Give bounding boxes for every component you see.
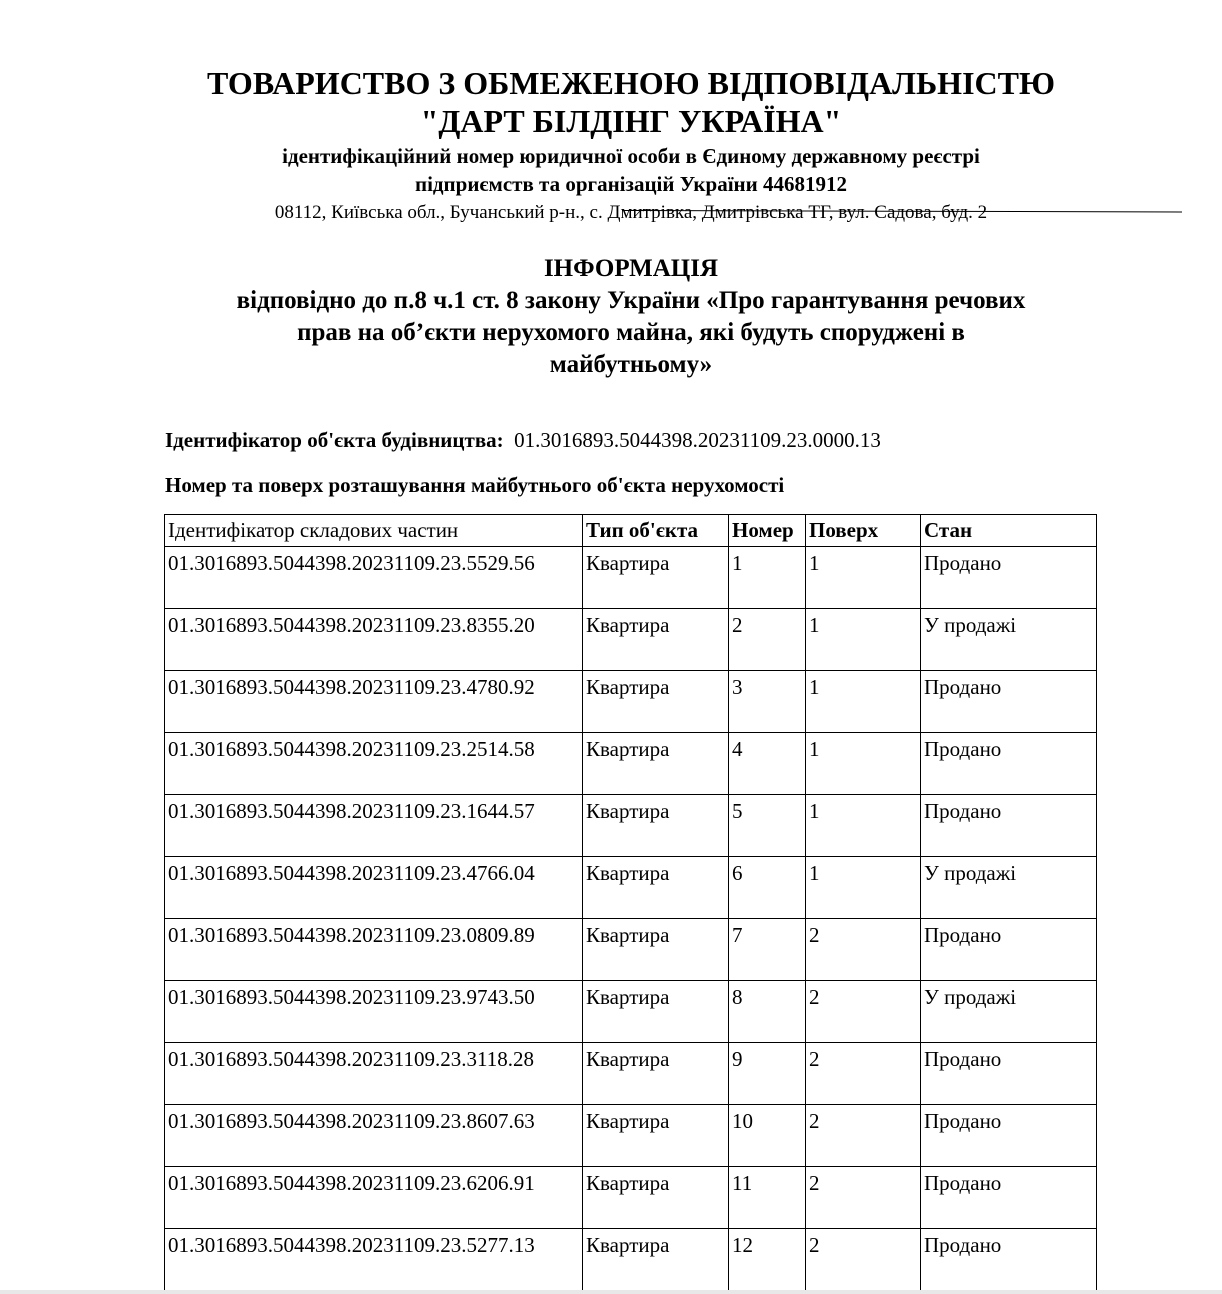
info-subtitle xyxy=(0,285,1222,381)
cell-id: 01.3016893.5044398.20231109.23.3118.28 xyxy=(165,1043,583,1105)
table-row xyxy=(165,919,1097,981)
cell-floor: 2 xyxy=(806,1105,921,1167)
cell-state: Продано xyxy=(921,1167,1097,1229)
cell-id: 01.3016893.5044398.20231109.23.1644.57 xyxy=(165,795,583,857)
registry-line-2: підприємств та організацій України 44681912 xyxy=(415,172,847,196)
registry-line-1: ідентифікаційний номер юридичної особи в Єдиному державному реєстрі xyxy=(282,144,980,168)
cell-state: Продано xyxy=(921,795,1097,857)
cell-state: Продано xyxy=(921,547,1097,609)
cell-id: 01.3016893.5044398.20231109.23.4780.92 xyxy=(165,671,583,733)
cell-floor: 2 xyxy=(806,919,921,981)
info-subtitle-line-2: прав на об’єкти нерухомого майна, які будуть споруджені в xyxy=(297,319,965,346)
cell-state: У продажі xyxy=(921,609,1097,671)
cell-number: 1 xyxy=(729,547,806,609)
cell-type: Квартира xyxy=(583,1167,729,1229)
table-row xyxy=(165,1043,1097,1105)
cell-state: Продано xyxy=(921,919,1097,981)
table-header-row xyxy=(165,515,1097,547)
object-identifier-value: 01.3016893.5044398.20231109.23.0000.13 xyxy=(514,428,881,452)
cell-number: 12 xyxy=(729,1229,806,1291)
cell-number: 7 xyxy=(729,919,806,981)
company-address: 08112, Київська обл., Бучанський р-н., с. Дмитрівка, Дмитрівська ТГ, вул. Садова, буд. 2 xyxy=(274,202,988,223)
table-body xyxy=(165,547,1097,1291)
cell-type: Квартира xyxy=(583,857,729,919)
header-type: Тип об'єкта xyxy=(583,515,729,547)
cell-floor: 1 xyxy=(806,609,921,671)
cell-state: Продано xyxy=(921,1229,1097,1291)
cell-floor: 1 xyxy=(806,857,921,919)
cell-type: Квартира xyxy=(583,795,729,857)
cell-floor: 2 xyxy=(806,1043,921,1105)
cell-state: Продано xyxy=(921,671,1097,733)
table-row xyxy=(165,1167,1097,1229)
table-row xyxy=(165,733,1097,795)
cell-number: 9 xyxy=(729,1043,806,1105)
cell-state: Продано xyxy=(921,1043,1097,1105)
table-row xyxy=(165,671,1097,733)
cell-floor: 2 xyxy=(806,1229,921,1291)
company-name-line-1: ТОВАРИСТВО З ОБМЕЖЕНОЮ ВІДПОВІДАЛЬНІСТЮ xyxy=(207,65,1055,101)
object-identifier xyxy=(165,426,881,454)
cell-state: Продано xyxy=(921,1105,1097,1167)
cell-number: 3 xyxy=(729,671,806,733)
cell-number: 6 xyxy=(729,857,806,919)
cell-state: У продажі xyxy=(921,857,1097,919)
cell-floor: 1 xyxy=(806,671,921,733)
cell-number: 11 xyxy=(729,1167,806,1229)
cell-state: У продажі xyxy=(921,981,1097,1043)
cell-id: 01.3016893.5044398.20231109.23.0809.89 xyxy=(165,919,583,981)
cell-state: Продано xyxy=(921,733,1097,795)
cell-id: 01.3016893.5044398.20231109.23.5529.56 xyxy=(165,547,583,609)
company-name xyxy=(0,64,1222,140)
table-row xyxy=(165,609,1097,671)
cell-type: Квартира xyxy=(583,1105,729,1167)
cell-id: 01.3016893.5044398.20231109.23.8355.20 xyxy=(165,609,583,671)
header-floor: Поверх xyxy=(806,515,921,547)
section-heading: Номер та поверх розташування майбутнього об'єкта нерухомості xyxy=(165,473,785,497)
cell-number: 8 xyxy=(729,981,806,1043)
cell-id: 01.3016893.5044398.20231109.23.4766.04 xyxy=(165,857,583,919)
cell-id: 01.3016893.5044398.20231109.23.6206.91 xyxy=(165,1167,583,1229)
cell-id: 01.3016893.5044398.20231109.23.8607.63 xyxy=(165,1105,583,1167)
table-row xyxy=(165,547,1097,609)
cell-id: 01.3016893.5044398.20231109.23.9743.50 xyxy=(165,981,583,1043)
units-table xyxy=(164,514,1097,1291)
table-row xyxy=(165,981,1097,1043)
cell-type: Квартира xyxy=(583,733,729,795)
cell-type: Квартира xyxy=(583,671,729,733)
header-id: Ідентифікатор складових частин xyxy=(165,515,583,547)
cell-number: 10 xyxy=(729,1105,806,1167)
cell-number: 4 xyxy=(729,733,806,795)
cell-type: Квартира xyxy=(583,981,729,1043)
table-row xyxy=(165,1105,1097,1167)
header-number: Номер xyxy=(729,515,806,547)
info-subtitle-line-3: майбутньому» xyxy=(549,351,713,378)
cell-number: 2 xyxy=(729,609,806,671)
object-identifier-label: Ідентифікатор об'єкта будівництва: xyxy=(165,428,504,452)
registry-number xyxy=(0,142,1222,198)
cell-number: 5 xyxy=(729,795,806,857)
cell-type: Квартира xyxy=(583,919,729,981)
header-state: Стан xyxy=(921,515,1097,547)
cell-id: 01.3016893.5044398.20231109.23.5277.13 xyxy=(165,1229,583,1291)
info-subtitle-line-1: відповідно до п.8 ч.1 ст. 8 закону України «Про гарантування речових xyxy=(236,287,1026,314)
cell-floor: 1 xyxy=(806,547,921,609)
info-title: ІНФОРМАЦІЯ xyxy=(543,255,719,282)
cell-floor: 2 xyxy=(806,981,921,1043)
cell-type: Квартира xyxy=(583,547,729,609)
cell-floor: 2 xyxy=(806,1167,921,1229)
company-name-line-2: "ДАРТ БІЛДІНГ УКРАЇНА" xyxy=(420,103,842,139)
cell-floor: 1 xyxy=(806,795,921,857)
cell-type: Квартира xyxy=(583,609,729,671)
table-row xyxy=(165,795,1097,857)
cell-id: 01.3016893.5044398.20231109.23.2514.58 xyxy=(165,733,583,795)
table-row xyxy=(165,857,1097,919)
page-bottom-edge xyxy=(0,1290,1222,1294)
cell-type: Квартира xyxy=(583,1229,729,1291)
cell-type: Квартира xyxy=(583,1043,729,1105)
table-row xyxy=(165,1229,1097,1291)
cell-floor: 1 xyxy=(806,733,921,795)
